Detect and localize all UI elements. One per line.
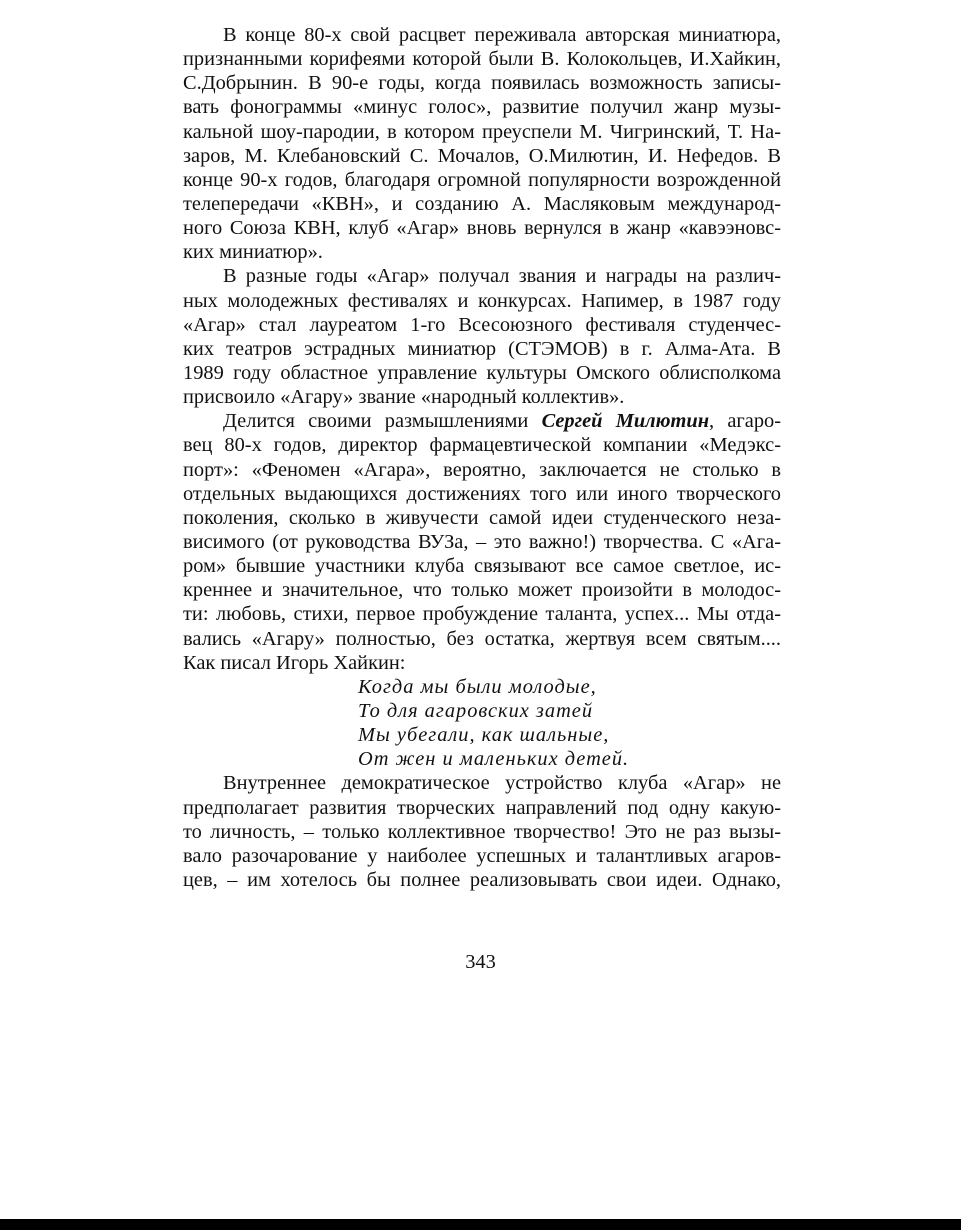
text-fragment: , агаро- [709, 410, 782, 433]
text-line: поколения, сколько в живучести самой идеи студенческого неза- [183, 506, 781, 529]
text-line: признанными корифеями которой были В. Колокольцев, И.Хайкин, [183, 48, 781, 71]
text-line: В разные годы «Агар» получал звания и награды на различ- [223, 265, 781, 288]
text-line: вать фонограммы «минус голос», развитие получил жанр музы- [183, 96, 781, 119]
text-line: «Агар» стал лауреатом 1-го Всесоюзного фестиваля студенчес- [183, 313, 781, 336]
text-line: 1989 году областное управление культуры Омского облисполкома [183, 361, 781, 384]
text-line: предполагает развития творческих направлений под одну какую- [183, 796, 781, 819]
text-line-with-name [183, 409, 781, 433]
text-line: ких театров эстрадных миниатюр (СТЭМОВ) в г. Алма-Ата. В [183, 337, 781, 360]
text-line: отдельных выдающихся достижениях того или иного творческого [183, 482, 781, 505]
text-line: ного Союза КВН, клуб «Агар» вновь вернулся в жанр «кавээновс- [183, 217, 781, 240]
text-line: кальной шоу-пародии, в котором преуспели М. Чигринский, Т. На- [183, 120, 781, 143]
text-line: порт»: «Феномен «Агара», вероятно, заключается не столько в [183, 458, 781, 481]
text-line: вало разочарование у наиболее успешных и талантливых агаров- [183, 844, 781, 867]
text-line: Внутреннее демократическое устройство клуба «Агар» не [223, 772, 781, 795]
text-fragment: Делится своими размышлениями [223, 410, 542, 433]
text-line: креннее и значительное, что только может произойти в молодос- [183, 579, 781, 602]
text-line: телепередачи «КВН», и созданию А. Масляковым международ- [183, 192, 781, 215]
poem-line: От жен и маленьких детей. [358, 748, 630, 771]
page-body-text [183, 23, 781, 892]
text-line: присвоило «Агару» звание «народный коллектив». [183, 386, 625, 409]
page-number: 343 [465, 951, 496, 973]
text-line: конце 90-х годов, благодаря огромной популярности возрожденной [183, 168, 781, 191]
text-line: С.Добрынин. В 90-е годы, когда появилась возможность записы- [183, 72, 781, 95]
text-line: вались «Агару» полностью, без остатка, жертвуя всем святым.... [183, 627, 781, 650]
text-line: ных молодежных фестивалях и конкурсах. Напимер, в 1987 году [183, 289, 781, 312]
text-line: вец 80-х годов, директор фармацевтической компании «Медэкс- [183, 434, 781, 457]
text-line: Как писал Игорь Хайкин: [183, 651, 406, 674]
poem-line: Мы убегали, как шальные, [358, 724, 610, 747]
scan-bottom-border [0, 1219, 961, 1230]
poem-line: То для агаровских затей [358, 699, 594, 722]
text-line: В конце 80-х свой расцвет переживала авторская миниатюра, [223, 24, 781, 46]
text-line: заров, М. Клебановский С. Мочалов, О.Милютин, И. Нефедов. В [183, 144, 781, 167]
text-line: ти: любовь, стихи, первое пробуждение таланта, успех... Мы отда- [183, 603, 781, 626]
text-line: цев, – им хотелось бы полнее реализовывать свои идеи. Однако, [183, 868, 781, 891]
text-line: то личность, – только коллективное творчество! Это не раз вызы- [183, 820, 781, 843]
text-line: висимого (от руководства ВУЗа, – это важно!) творчества. С «Ага- [183, 530, 781, 553]
person-name: Сергей Милютин [541, 410, 710, 433]
text-line: ром» бывшие участники клуба связывают все самое светлое, ис- [183, 555, 781, 578]
poem-line: Когда мы были молодые, [358, 675, 597, 698]
text-line: ких миниатюр». [183, 241, 323, 264]
